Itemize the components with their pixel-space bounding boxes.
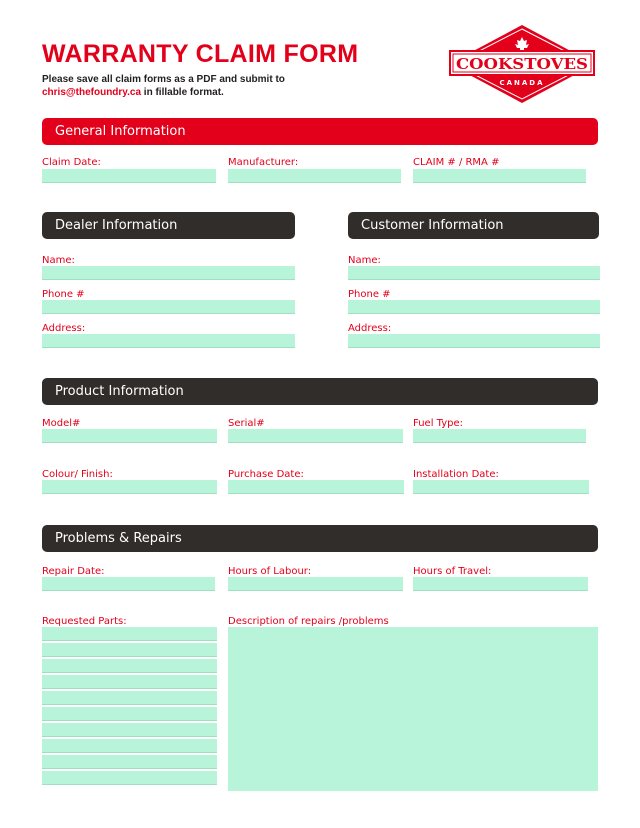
repair-date-field[interactable] (42, 577, 215, 591)
serial-field[interactable] (228, 429, 403, 443)
serial-label: Serial# (228, 418, 265, 429)
description-label: Description of repairs /problems (228, 616, 389, 627)
logo-brand-text: COOKSTOVES (456, 55, 588, 73)
requested-parts-label: Requested Parts: (42, 616, 127, 627)
email-link[interactable]: chris@thefoundry.ca (42, 87, 142, 98)
colour-finish-label: Colour/ Finish: (42, 469, 113, 480)
manufacturer-label: Manufacturer: (228, 157, 299, 168)
customer-phone-label: Phone # (348, 289, 391, 300)
requested-part-field[interactable] (42, 643, 217, 657)
purchase-date-field[interactable] (228, 480, 404, 494)
claim-rma-label: CLAIM # / RMA # (413, 157, 500, 168)
requested-part-field[interactable] (42, 707, 217, 721)
fuel-type-field[interactable] (413, 429, 586, 443)
dealer-name-field[interactable] (42, 266, 295, 280)
section-customer-information: Customer Information (348, 212, 599, 239)
repair-date-label: Repair Date: (42, 566, 105, 577)
customer-phone-field[interactable] (348, 300, 600, 314)
hours-labour-label: Hours of Labour: (228, 566, 312, 577)
instructions (42, 73, 285, 99)
section-general-information: General Information (42, 118, 598, 145)
cookstoves-logo (447, 24, 597, 104)
instructions-suffix: in fillable format. (141, 87, 224, 98)
dealer-name-label: Name: (42, 255, 75, 266)
customer-name-field[interactable] (348, 266, 600, 280)
requested-part-field[interactable] (42, 659, 217, 673)
requested-part-field[interactable] (42, 723, 217, 737)
requested-part-field[interactable] (42, 771, 217, 785)
dealer-phone-label: Phone # (42, 289, 85, 300)
dealer-address-field[interactable] (42, 334, 295, 348)
requested-part-field[interactable] (42, 755, 217, 769)
section-problems-repairs: Problems & Repairs (42, 525, 598, 552)
installation-date-field[interactable] (413, 480, 589, 494)
form-title: WARRANTY CLAIM FORM (42, 40, 359, 68)
claim-rma-field[interactable] (413, 169, 586, 183)
model-field[interactable] (42, 429, 217, 443)
customer-address-field[interactable] (348, 334, 600, 348)
installation-date-label: Installation Date: (413, 469, 499, 480)
requested-part-field[interactable] (42, 691, 217, 705)
customer-name-label: Name: (348, 255, 381, 266)
dealer-phone-field[interactable] (42, 300, 295, 314)
purchase-date-label: Purchase Date: (228, 469, 304, 480)
dealer-address-label: Address: (42, 323, 86, 334)
fuel-type-label: Fuel Type: (413, 418, 463, 429)
logo-country-text: CANADA (499, 79, 545, 87)
requested-part-field[interactable] (42, 739, 217, 753)
claim-date-field[interactable] (42, 169, 216, 183)
model-label: Model# (42, 418, 81, 429)
instructions-line-1: Please save all claim forms as a PDF and submit to (42, 74, 285, 85)
requested-part-field[interactable] (42, 675, 217, 689)
description-textarea[interactable] (228, 627, 598, 791)
colour-finish-field[interactable] (42, 480, 217, 494)
manufacturer-field[interactable] (228, 169, 401, 183)
claim-date-label: Claim Date: (42, 157, 101, 168)
hours-travel-label: Hours of Travel: (413, 566, 492, 577)
requested-part-field[interactable] (42, 627, 217, 641)
hours-labour-field[interactable] (228, 577, 403, 591)
hours-travel-field[interactable] (413, 577, 588, 591)
instructions-line-2 (42, 86, 285, 99)
section-product-information: Product Information (42, 378, 598, 405)
section-dealer-information: Dealer Information (42, 212, 295, 239)
customer-address-label: Address: (348, 323, 392, 334)
